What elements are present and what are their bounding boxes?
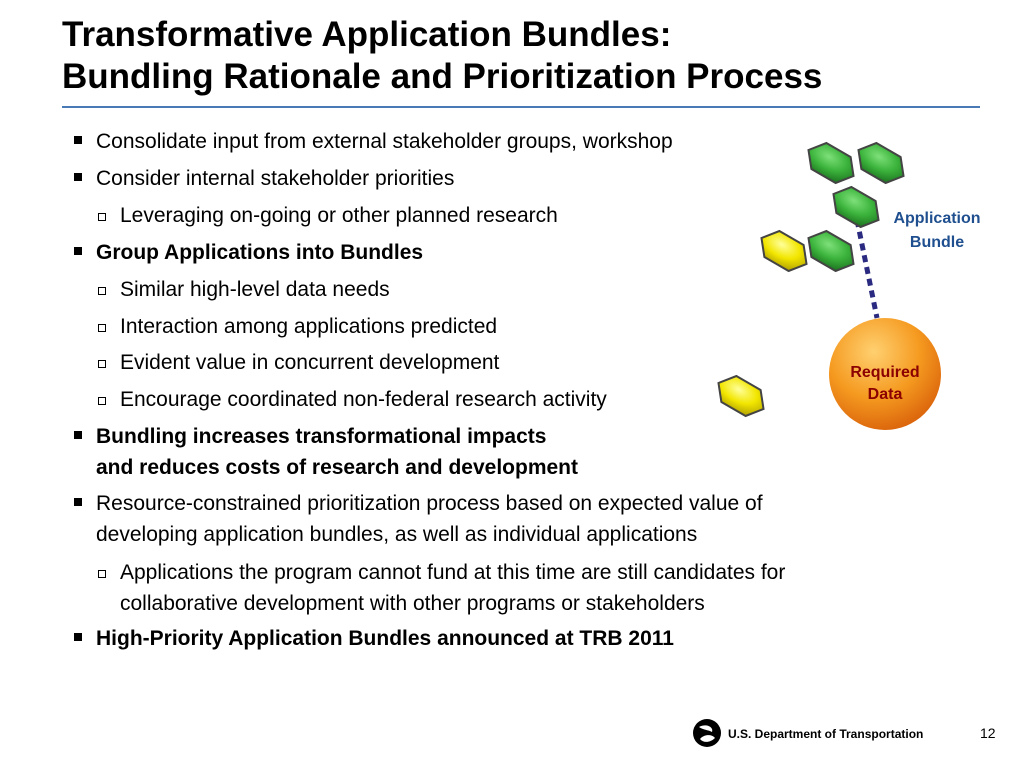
bullet-text: Leveraging on-going or other planned research bbox=[120, 204, 558, 227]
bullet-text-line-1: Resource-constrained prioritization process based on expected value of bbox=[96, 492, 763, 515]
bullet-text: Consolidate input from external stakeholder groups, workshop bbox=[96, 130, 673, 153]
dashed-connector bbox=[857, 220, 877, 318]
green-hexagon bbox=[801, 137, 861, 189]
green-hexagon bbox=[826, 181, 886, 233]
bullet-text-line-2: collaborative development with other programs or stakeholders bbox=[120, 592, 705, 615]
data-label-line-2: Data bbox=[867, 386, 903, 403]
yellow-hexagon bbox=[754, 225, 814, 277]
bundle-label-line-2: Bundle bbox=[909, 234, 965, 251]
bullet-text: Encourage coordinated non-federal research activity bbox=[120, 388, 607, 411]
bullet-text: Evident value in concurrent development bbox=[120, 351, 500, 374]
footer-org: U.S. Department of Transportation bbox=[728, 727, 924, 741]
bullet-text: Group Applications into Bundles bbox=[96, 241, 424, 264]
bullet-text-line-2: and reduces costs of research and development bbox=[96, 456, 578, 479]
bullet-text: Interaction among applications predicted bbox=[120, 315, 498, 338]
title-line-1: Transformative Application Bundles: bbox=[62, 15, 672, 54]
bullet-text-line-2: developing application bundles, as well as individual applications bbox=[96, 523, 698, 546]
title-line-2: Bundling Rationale and Prioritization Process bbox=[62, 57, 823, 96]
green-hexagon bbox=[851, 137, 911, 189]
bundle-label-line-1: Application bbox=[893, 210, 981, 227]
page-number: 12 bbox=[980, 725, 996, 741]
bullet-text: High-Priority Application Bundles announced at TRB 2011 bbox=[96, 627, 674, 650]
bullet-text: Similar high-level data needs bbox=[120, 278, 390, 301]
bullet-text: Consider internal stakeholder priorities bbox=[96, 167, 455, 190]
data-label-line-1: Required bbox=[850, 364, 920, 381]
bullet-text-line-1: Bundling increases transformational impacts bbox=[96, 425, 547, 448]
yellow-hexagon bbox=[711, 370, 771, 422]
green-hexagon bbox=[801, 225, 861, 277]
bullet-text-line-1: Applications the program cannot fund at this time are still candidates for bbox=[120, 561, 786, 584]
dot-logo-icon bbox=[692, 718, 722, 748]
